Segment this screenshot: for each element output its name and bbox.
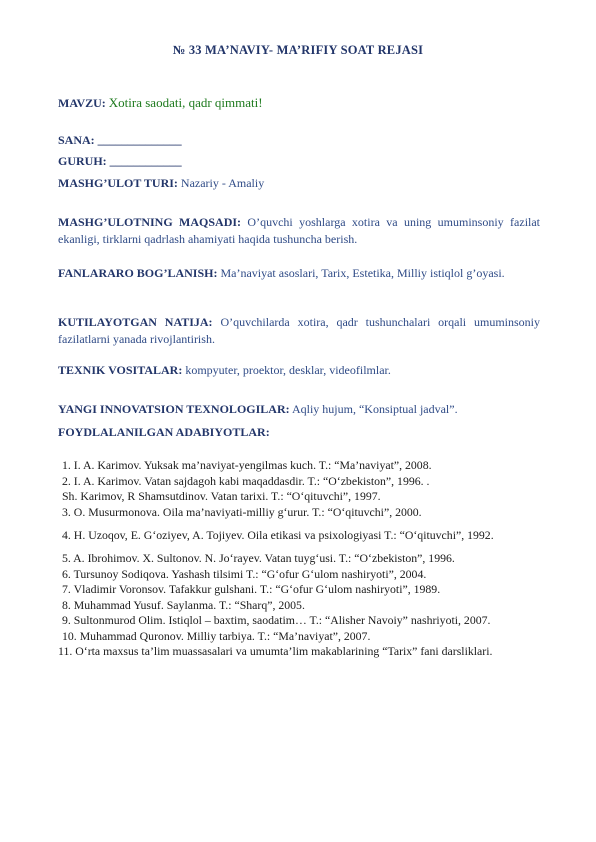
maqsad-value: O’quvchi yoshlarga xotira va uning umuminsoniy fazilat ekanligi, tirklarni qadrlash ahamiyati haqida tushuncha berish. <box>58 215 541 246</box>
reference-item: 7. Vladimir Voronsov. Tafakkur gulshani. T.: “G‘ofur G‘ulom nashiryoti”, 1989. <box>62 582 441 596</box>
mavzu-value: Xotira saodati, qadr qimmati! <box>108 95 263 110</box>
vositalar-line <box>58 362 540 379</box>
reference-item: 2. I. A. Karimov. Vatan sajdagoh kabi maqaddasdir. T.: “O‘zbekiston”, 1996. . <box>62 473 430 488</box>
guruh-label: GURUH: <box>58 154 107 168</box>
page-title: № 33 MA’NAVIY- MA’RIFIY SOAT REJASI <box>172 43 424 57</box>
reference-list <box>58 458 540 660</box>
innovatsion-label: YANGI INNOVATSION TEXNOLOGILAR: <box>58 402 290 416</box>
reference-item: 1. I. A. Karimov. Yuksak ma’naviyat-yengilmas kuch. T.: “Ma’naviyat”, 2008. <box>62 458 432 472</box>
reference-item: 9. Sultonmurod Olim. Istiqlol – baxtim, saodatim… T.: “Alisher Navoiy” nashriyoti, 2007. <box>62 613 491 627</box>
vositalar-value: kompyuter, proektor, desklar, videofilmlar. <box>185 363 391 377</box>
reference-item: 11. O‘rta maxsus ta’lim muassasalari va umumta’lim makablarining “Tarix” fani darsliklari. <box>58 644 493 658</box>
natija-paragraph <box>58 314 540 348</box>
maqsad-paragraph <box>58 214 540 248</box>
reference-item: Sh. Karimov, R Shamsutdinov. Vatan tarixi. T.: “O‘qituvchi”, 1997. <box>62 489 381 503</box>
reference-item: 4. H. Uzoqov, E. G‘oziyev, A. Tojiyev. Oila etikasi va psixologiyasi T.: “O‘qituvchi”, 1992. <box>62 528 494 542</box>
adabiyotlar-heading <box>58 424 540 441</box>
reference-item: 6. Tursunoy Sodiqova. Yashash tilsimi T.: “G‘ofur G‘ulom nashiryoti”, 2004. <box>62 566 427 581</box>
reference-item: 3. O. Musurmonova. Oila ma’naviyati-milliy g‘urur. T.: “O‘qituvchi”, 2000. <box>62 504 422 519</box>
mavzu-label: MAVZU: <box>58 96 106 110</box>
natija-value: O’quvchilarda xotira, qadr tushunchalari orqali umuminsoniy fazilatlarni yanada rivojlantirish. <box>58 315 541 346</box>
fanlararo-value: Ma’naviyat asoslari, Tarix, Estetika, Milliy istiqlol g’oyasi. <box>220 266 505 280</box>
sana-label: SANA: <box>58 133 95 147</box>
vositalar-label: TEXNIK VOSITALAR: <box>58 363 183 377</box>
guruh-line <box>58 153 540 170</box>
maqsad-label: MASHG’ULOTNING MAQSADI: <box>58 215 242 229</box>
reference-item: 8. Muhammad Yusuf. Saylanma. T.: “Sharq”, 2005. <box>62 597 305 612</box>
reference-item: 10. Muhammad Quronov. Milliy tarbiya. T.: “Ma’naviyat”, 2007. <box>62 628 371 643</box>
fanlararo-paragraph <box>58 265 540 282</box>
sana-line <box>58 132 540 149</box>
mavzu-line <box>58 94 540 112</box>
mashgulot-turi-label: MASHG’ULOT TURI: <box>58 176 178 190</box>
mashgulot-turi-value: Nazariy - Amaliy <box>180 176 265 190</box>
fanlararo-label: FANLARARO BOG’LANISH: <box>58 266 218 280</box>
reference-item: 5. A. Ibrohimov. X. Sultonov. N. Jo‘rayev. Vatan tuyg‘usi. T.: “O‘zbekiston”, 1996. <box>62 551 455 565</box>
natija-label: KUTILAYOTGAN NATIJA: <box>58 315 213 329</box>
innovatsion-value: Aqliy hujum, “Konsiptual jadval”. <box>291 402 458 416</box>
mashgulot-turi-line <box>58 175 540 192</box>
adabiyotlar-label: FOYDLALANILGAN ADABIYOTLAR: <box>58 425 270 439</box>
guruh-value: ____________ <box>109 154 182 168</box>
innovatsion-line <box>58 401 540 418</box>
sana-value: ______________ <box>97 133 182 147</box>
